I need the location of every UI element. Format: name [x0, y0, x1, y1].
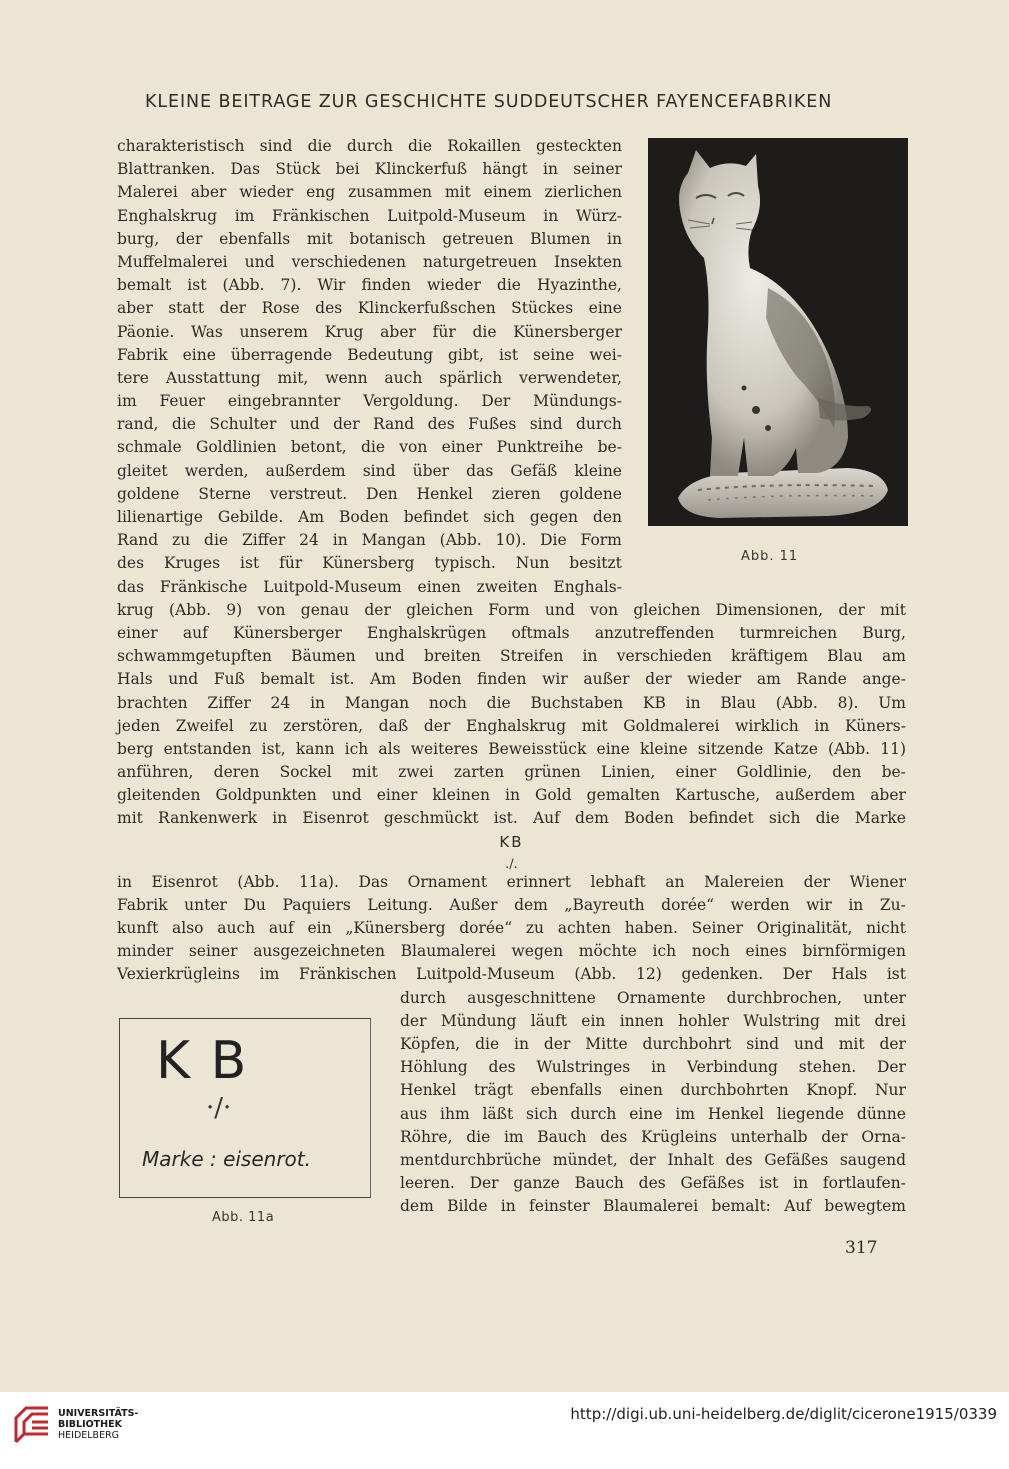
page-number: 317 [845, 1238, 878, 1258]
text-line: kunft also auch auf ein „Künersberg dorée“ zu achten haben. Seiner Originalität, nicht [117, 919, 906, 937]
text-line: Henkel trägt ebenfalls einen durchbohrten Knopf. Nur [400, 1081, 906, 1100]
library-name-line-1: UNIVERSITÄTS- [58, 1408, 139, 1419]
text-line: krug (Abb. 9) von genau der gleichen Form und von gleichen Dimensionen, der mit [117, 600, 906, 619]
inline-mark-sign: ./. [505, 856, 518, 872]
library-name [58, 1408, 138, 1441]
text-line: der Mündung läuft ein innen hohler Wulstring mit drei [400, 1011, 906, 1030]
text-line: einer auf Künersberger Enghalskrügen oftmals anzutreffenden turmreichen Burg, [117, 623, 906, 642]
library-name-line-3: HEIDELBERG [58, 1430, 120, 1441]
heidelberg-library-logo-icon [12, 1404, 52, 1446]
source-url-link[interactable]: http://digi.ub.uni-heidelberg.de/diglit/cicerone1915/0339 [570, 1405, 997, 1423]
text-line: im Feuer eingebrannter Vergoldung. Der Mündungs- [117, 392, 622, 411]
text-line: Malerei aber wieder eng zusammen mit einem zierlichen [117, 183, 622, 202]
text-line: gleitet werden, außerdem sind über das Gefäß kleine [117, 461, 622, 480]
text-line: aber statt der Rose des Klinckerfußschen Stückes eine [117, 299, 622, 318]
text-line: des Kruges ist für Künersberg typisch. Nun besitzt [117, 554, 622, 573]
text-line: schwammgetupften Bäumen und breiten Streifen in verschieden kräftigem Blau am [117, 647, 906, 666]
text-line: minder seiner ausgezeichneten Blaumalerei wegen möchte ich noch eines birnförmigen [117, 942, 906, 961]
mark-letters-kb: K B [156, 1031, 249, 1091]
text-line: Enghalskrug im Fränkischen Luitpold-Museum in Würz- [117, 206, 622, 225]
text-line: rand, die Schulter und der Rand des Fußes sind durch [117, 415, 622, 434]
text-line: das Fränkische Luitpold-Museum einen zweiten Enghals- [117, 577, 622, 596]
text-block-full-width [117, 599, 906, 831]
text-line: aus ihm läßt sich durch eine im Henkel liegende dünne [400, 1104, 906, 1123]
text-line: leeren. Der ganze Bauch des Gefäßes ist in fortlaufen- [400, 1174, 906, 1193]
text-line: jeden Zweifel zu zerstören, daß der Enghalskrug mit Goldmalerei wirklich in Küners- [117, 716, 906, 735]
library-name-line-2: BIBLIOTHEK [58, 1419, 122, 1430]
text-line: goldene Sterne verstreut. Den Henkel zieren goldene [117, 484, 622, 503]
figure-11a-caption: Abb. 11a [212, 1210, 275, 1225]
text-line: Muffelmalerei und verschiedenen naturgetreuen Insekten [117, 252, 622, 271]
running-header: KLEINE BEITRAGE ZUR GESCHICHTE SUDDEUTSCHER FAYENCEFABRIKEN [145, 92, 833, 112]
text-line: Köpfen, die in der Mitte durchbohrt sind und mit der [400, 1034, 906, 1053]
text-line: burg, der ebenfalls mit botanisch getreuen Blumen in [117, 229, 622, 248]
text-line: Höhlung des Wulstringes in Verbindung stehen. Der [400, 1058, 906, 1077]
text-block-full-width-2 [117, 871, 906, 987]
text-line: anführen, deren Sockel mit zwei zarten grünen Linien, einer Goldlinie, den be- [117, 763, 906, 782]
figure-11a-mark-drawing [119, 1018, 371, 1198]
text-line: dem Bilde in feinster Blaumalerei bemalt: Auf bewegtem [400, 1197, 906, 1216]
text-line: tere Ausstattung mit, wenn auch spärlich verwendeter, [117, 368, 622, 387]
text-line: schmale Goldlinien betont, die von einer Punktreihe be- [117, 438, 622, 457]
text-line: Blattranken. Das Stück bei Klinckerfuß hängt in seiner [117, 160, 622, 179]
text-line: mit Rankenwerk in Eisenrot geschmückt ist. Auf dem Boden befindet sich die Marke [117, 809, 906, 828]
text-block-beside-figure [117, 135, 622, 599]
mark-note: Marke : eisenrot. [142, 1147, 311, 1171]
text-line: brachten Ziffer 24 in Mangan noch die Buchstaben KB in Blau (Abb. 8). Um [117, 693, 906, 712]
text-line: Röhre, die im Bauch des Krügleins unterhalb der Orna- [400, 1127, 906, 1146]
text-line: mentdurchbrüche mündet, der Inhalt des Gefäßes saugend [400, 1150, 906, 1169]
text-line: lilienartige Gebilde. Am Boden befindet sich gegen den [117, 508, 622, 526]
library-footer [0, 1392, 1009, 1469]
text-line: durch ausgeschnittene Ornamente durchbrochen, unter [400, 988, 906, 1007]
text-line: bemalt ist (Abb. 7). Wir finden wieder die Hyazinthe, [117, 276, 622, 295]
text-line: gleitenden Goldpunkten und einer kleinen in Gold gemalten Kartusche, außerdem aber [117, 786, 906, 805]
mark-sign: ·/· [206, 1093, 232, 1123]
figure-11-caption: Abb. 11 [741, 549, 799, 564]
text-line: Päonie. Was unserem Krug aber für die Künersberger [117, 322, 622, 341]
text-line: Rand zu die Ziffer 24 in Mangan (Abb. 10). Die Form [117, 531, 622, 550]
inline-mark-letters: KB [499, 832, 524, 851]
text-line: Vexierkrügleins im Fränkischen Luitpold-Museum (Abb. 12) gedenken. Der Hals ist [117, 965, 906, 984]
text-line: in Eisenrot (Abb. 11a). Das Ornament erinnert lebhaft an Malereien der Wiener [117, 872, 906, 891]
text-line: Hals und Fuß bemalt ist. Am Boden finden wir außer der wieder am Rande ange- [117, 670, 906, 689]
text-line: charakteristisch sind die durch die Rokaillen gesteckten [117, 137, 622, 155]
text-line: berg entstanden ist, kann ich als weiteres Beweisstück eine kleine sitzende Katze (Abb. 11) [117, 739, 906, 758]
text-line: Fabrik unter Du Paquiers Leitung. Außer dem „Bayreuth dorée“ werden wir in Zu- [117, 895, 906, 914]
text-line: Fabrik eine überragende Bedeutung gibt, ist seine wei- [117, 345, 622, 364]
